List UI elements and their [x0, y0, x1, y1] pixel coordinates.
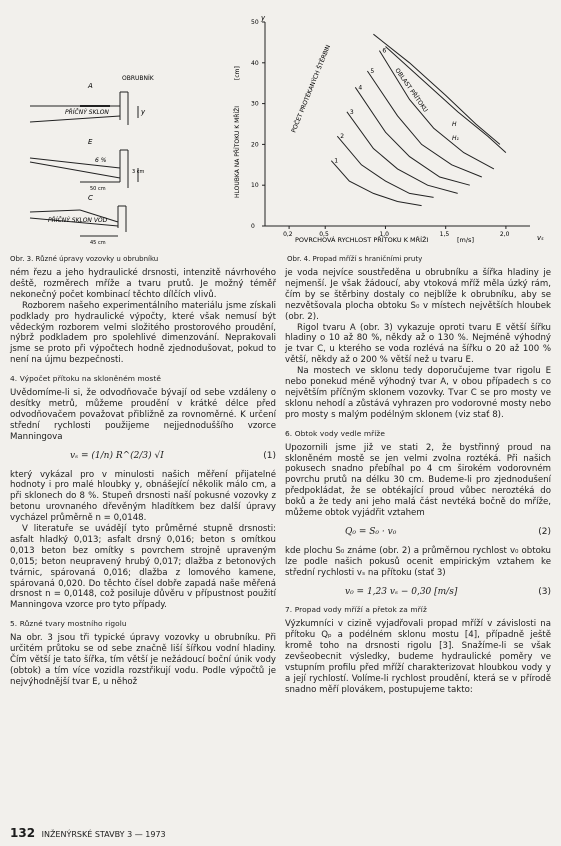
curve-label: 1 — [334, 157, 339, 165]
fig4-y-axis-letter: y — [261, 14, 266, 22]
fig3-label-6pct: 6 % — [95, 157, 107, 164]
curve-label: 6 — [382, 47, 387, 55]
equation-2-formula: Q₀ = S₀ · v₀ — [345, 526, 397, 537]
x-tick-label: 1,0 — [379, 231, 390, 238]
fig3-label-pricny-sklon: PŘÍČNÝ SKLON — [65, 109, 109, 116]
fig3-label-50cm: 50 cm — [90, 186, 106, 192]
page-footer — [10, 826, 166, 840]
y-tick-label: 40 — [251, 59, 259, 67]
y-tick-label: 0 — [251, 223, 255, 230]
x-tick-label: 0,2 — [283, 231, 293, 238]
series-line-3 — [347, 112, 458, 194]
series-line-5 — [367, 71, 481, 177]
fig3-label-pricny-sklon-vod: PŘÍČNÝ SKLON VOD — [48, 217, 108, 224]
section-5-heading: 5. Různé tvary mostního rigolu — [10, 619, 127, 629]
left-paragraph-3: Uvědomíme-li si, že odvodňovače bývají od sebe vzdáleny o desítky metrů, můžeme proudění v krátké délce před odvodňovačem považovat přibližně za rovnoměrné. K určení střední rychlosti použijeme nejjednoduššího vzorce Manningova — [10, 388, 276, 442]
left-paragraph-5: V literatuře se uvádějí tyto průměrné stupně drsnosti: asfalt hladký 0,013; asfalt drsný 0,016; beton s omítkou 0,013 beton bez omítky s povrchem strojně upraveným 0,015; beton neupravený hrubý 0,017; dlažba z betonových tvárnic, spárovaná 0,016; dlažba z lomového kamene, spárovaná 0,020. Do těchto čísel dobře zapadá naše měřená drsnost n = 0,0148, což posiluje důvěru v přípustnost použití Manningova vzorce pro tyto případy. — [10, 524, 276, 611]
right-paragraph-3: Na mostech ve sklonu tedy doporučujeme tvar rigolu E nebo ponekud méně výhodný tvar A, v obou případech s co největším příčným sklonem vozovky. Tvar C se pro mosty ve sklonu nehodí a zůstává vyhrazen pro vodorovné mosty nebo pro mosty s malým podélným sklonem (viz stať 8). — [285, 366, 551, 420]
section-4-heading: 4. Výpočet přítoku na skloněném mostě — [10, 374, 161, 384]
right-paragraph-6: Výzkumníci v cizině vyjadřovali propad mříží v závislosti na přítoku Qₚ a podélném sklonu mostu [4], případně ještě kromě toho na drsnosti rigolu [3]. Snažíme-li se však zevšeobecnit výsledky, budeme hydraulické poměry ve vstupním profilu před mříží charakterizovat hloubkou vody y a její rychlostí. Volíme-li rychlost proudění, která se v přírodě snadno měří plovákem, postupujeme takto: — [285, 619, 551, 695]
fig4-label-pocet: POČET PROTÉKANÝCH ŠTĚRBIN — [290, 43, 333, 134]
right-paragraph-2: Rigol tvaru A (obr. 3) vykazuje oproti tvaru E větší šířku hladiny o 10 až 80 %, někdy až o 130 %. Nejméně výhodný je tvar C, u kterého se voda rozlévá na šířku o 20 až 100 % větší, někdy až o 200 % větší než u tvaru E. — [285, 322, 551, 366]
series-line-2 — [337, 136, 433, 197]
y-tick-label: 50 — [251, 19, 259, 26]
fig4-xunit: [m/s] — [457, 236, 474, 244]
left-column — [10, 268, 276, 688]
curve-label: 2 — [340, 133, 345, 141]
y-tick-label: 30 — [251, 100, 259, 108]
fig4-label-oblast: OBLAST PŘÍTOKU — [393, 67, 429, 114]
curve-label: 5 — [370, 67, 375, 75]
right-paragraph-1: je voda nejvíce soustředěna u obrubníku a šířka hladiny je nejmenší. Je však žádoucí, aby vtoková mříž měla úzký rám, čím by se štěrbiny dostaly co nejblíže k obrubníku, aby se nezvětšovala plocha obtoku S₀ v místech největších hloubek (obr. 2). — [285, 268, 551, 322]
fig4-ylabel: HLOUBKA NA PŘÍTOKU K MŘÍŽI — [234, 105, 241, 198]
figure-3-caption: Obr. 3. Různé úpravy vozovky u obrubníku — [10, 255, 159, 263]
curve-label: 4 — [358, 84, 363, 92]
y-tick-label: 20 — [251, 141, 259, 149]
fig4-xlabel: POVRCHOVÁ RYCHLOST PŘÍTOKU K MŘÍŽI — [295, 236, 429, 244]
right-paragraph-5: kde plochu S₀ známe (obr. 2) a průměrnou rychlost v₀ obtoku lze podle našich pokusů ocenit empirickým vztahem ke střední rychlosti vₛ na přítoku (stať 3) — [285, 545, 551, 578]
section-7-heading: 7. Propad vody mříží a přetok za mříž — [285, 605, 427, 615]
equation-1-number: (1) — [263, 450, 276, 461]
x-tick-label: 2,0 — [499, 231, 510, 238]
fig4-yunit: [cm] — [234, 66, 241, 80]
left-paragraph-6: Na obr. 3 jsou tři typické úpravy vozovky u obrubníku. Při určitém průtoku se od sebe značně liší šířkou vodní hladiny. Čím větší je tato šířka, tím větší je nežádoucí boční únik vody (obtok) a tím více vozidla rozstřikují vodu. Podle výpočtů je nejvýhodnější tvar E, u něhož — [10, 633, 276, 687]
section-6-heading: 6. Obtok vody vedle mříže — [285, 428, 386, 438]
left-paragraph-4: který vykázal pro v minulosti našich měření přijatelné hodnoty i pro malé hloubky y, obnášející několik málo cm, a při sklonech do 8 %. Stupeň drsnosti naší pokusné vozovky z betonu urovnaného dřevěným hladítkem bez další úpravy vycházel průměrně n = 0,0148. — [10, 469, 276, 524]
equation-1 — [10, 451, 276, 462]
left-paragraph-2: Rozborem našeho experimentálního materiálu jsme získali podklady pro hydraulické výpočty, které však nemusí být vědeckým rozborem velmi složitého prostorového proudění, nýbrž podkladem pro spolehlivé dimenzování. Neprakovali jsme se proto při výpočtech hodně zjednodušovat, pokud to není na újmu bezpečnosti. — [10, 300, 276, 366]
figure-4-caption: Obr. 4. Propad mříží s hraničními pruty — [287, 255, 423, 263]
equation-1-formula: vₛ = (1/n) R^(2/3) √I — [70, 450, 164, 461]
fig3-label-e: E — [88, 138, 93, 146]
fig3-label-obrubnik: OBRUBNÍK — [122, 75, 154, 82]
x-tick-label: 0,5 — [319, 231, 329, 238]
series-line-8 — [386, 47, 506, 153]
fig3-label-y: y — [141, 108, 146, 116]
fig3-label-a: A — [88, 82, 93, 90]
fig4-label-h1: H₁ — [452, 135, 459, 142]
equation-3 — [285, 587, 551, 598]
fig3-label-45cm: 45 cm — [90, 240, 106, 246]
equation-3-number: (3) — [538, 586, 551, 597]
fig4-label-h: H — [452, 121, 457, 128]
y-tick-label: 10 — [251, 182, 259, 190]
series-line-1 — [331, 161, 421, 206]
figure-4-grate-chart — [225, 8, 555, 248]
equation-2 — [285, 527, 551, 538]
journal-name: INŽENÝRSKÉ STAVBY 3 — 1973 — [41, 830, 166, 839]
left-paragraph-1: ném řezu a jeho hydraulické drsnosti, intenzitě návrhového deště, rozměrech mříže a tvaru prutů. Je možný téměř nekonečný počet kombinací těchto dílčích vlivů. — [10, 268, 276, 300]
fig3-label-c: C — [88, 194, 93, 202]
series-line-7 — [373, 34, 500, 144]
fig4-x-axis-letter: vₛ — [537, 234, 544, 242]
equation-3-formula: v₀ = 1,23 vₛ − 0,30 [m/s] — [345, 586, 458, 597]
equation-2-number: (2) — [538, 526, 551, 537]
curve-label: 3 — [349, 108, 354, 116]
right-column — [285, 268, 551, 696]
right-paragraph-4: Upozornili jsme již ve stati 2, že bystřinný proud na skloněném mostě se jen velmi zvolna roztéká. Při našich pokusech snadno přebíhal po 4 cm širokém vodorovném povrchu prutů na délku 30 cm. Budeme-li pro zjednodušení předpokládat, že se obtékající proud vůbec neroztéká do boků a že tedy ani jeho malá část nevtéká bočně do mříže, můžeme obtok vyjádřit vztahem — [285, 442, 551, 519]
page-number: 132 — [10, 826, 36, 840]
fig3-label-3cm: 3 cm — [132, 169, 145, 175]
x-tick-label: 1,5 — [439, 231, 450, 238]
